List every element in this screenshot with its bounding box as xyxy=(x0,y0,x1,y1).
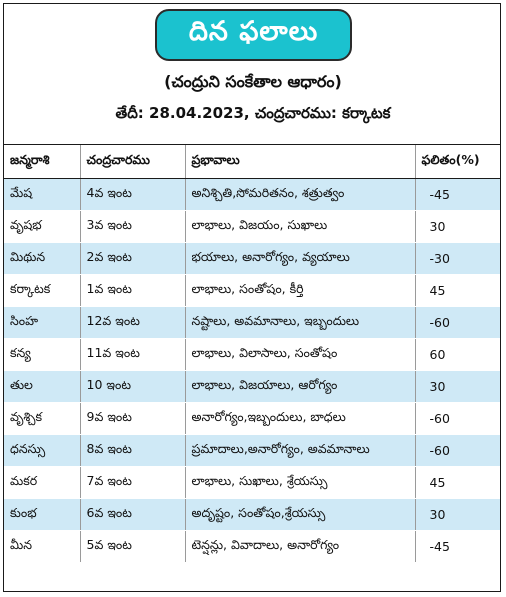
chara-cell: 11వ ఇంట xyxy=(80,339,185,371)
chara-cell: 1వ ఇంట xyxy=(80,275,185,307)
result-cell: 30 xyxy=(415,499,500,531)
title-badge xyxy=(155,9,352,61)
chara-cell: 5వ ఇంట xyxy=(80,531,185,563)
page-title: దిన ఫలాలు xyxy=(188,16,319,47)
chara-cell: 2వ ఇంట xyxy=(80,243,185,275)
table-row xyxy=(4,307,500,339)
effects-cell: లాభాలు, విజయం, సుఖాలు xyxy=(185,211,415,243)
effects-cell: అనిశ్చితి,సోమరితనం, శత్రుత్వం xyxy=(185,179,415,211)
horoscope-table xyxy=(4,144,500,563)
table-row xyxy=(4,499,500,531)
table-row xyxy=(4,243,500,275)
effects-cell: అనారోగ్యం,ఇబ్బందులు, బాధలు xyxy=(185,403,415,435)
rashi-cell: తుల xyxy=(4,371,80,403)
chara-cell: 4వ ఇంట xyxy=(80,179,185,211)
rashi-cell: మేష xyxy=(4,179,80,211)
rashi-cell: వృశ్చిక xyxy=(4,403,80,435)
rashi-cell: కన్య xyxy=(4,339,80,371)
table-row xyxy=(4,531,500,563)
column-header-effects: ప్రభావాలు xyxy=(185,145,415,179)
result-cell: 45 xyxy=(415,467,500,499)
result-cell: -60 xyxy=(415,403,500,435)
chara-cell: 3వ ఇంట xyxy=(80,211,185,243)
table-row xyxy=(4,275,500,307)
table-row xyxy=(4,339,500,371)
rashi-cell: మకర xyxy=(4,467,80,499)
result-cell: -45 xyxy=(415,179,500,211)
chara-cell: 10 ఇంట xyxy=(80,371,185,403)
effects-cell: లాభాలు, విజయాలు, ఆరోగ్యం xyxy=(185,371,415,403)
table-header-row xyxy=(4,145,500,179)
table-row xyxy=(4,435,500,467)
date-line: తేదీ: 28.04.2023, చంద్రచారము: కర్కాటక xyxy=(115,104,391,122)
chara-cell: 12వ ఇంట xyxy=(80,307,185,339)
effects-cell: ప్రమాదాలు,అనారోగ్యం, అవమానాలు xyxy=(185,435,415,467)
result-cell: -60 xyxy=(415,307,500,339)
table-row xyxy=(4,211,500,243)
result-cell: -45 xyxy=(415,531,500,563)
result-cell: 45 xyxy=(415,275,500,307)
rashi-cell: కుంభ xyxy=(4,499,80,531)
result-cell: -60 xyxy=(415,435,500,467)
effects-cell: లాభాలు, విలాసాలు, సంతోషం xyxy=(185,339,415,371)
effects-cell: నష్టాలు, అవమానాలు, ఇబ్బందులు xyxy=(185,307,415,339)
chara-cell: 6వ ఇంట xyxy=(80,499,185,531)
rashi-cell: వృషభ xyxy=(4,211,80,243)
chara-cell: 9వ ఇంట xyxy=(80,403,185,435)
column-header-chara: చంద్రచారము xyxy=(80,145,185,179)
column-header-result: ఫలితం(%) xyxy=(415,145,500,179)
result-cell: -30 xyxy=(415,243,500,275)
rashi-cell: మీన xyxy=(4,531,80,563)
table-row xyxy=(4,371,500,403)
result-cell: 30 xyxy=(415,371,500,403)
rashi-cell: మిథున xyxy=(4,243,80,275)
effects-cell: అదృష్టం, సంతోషం,శ్రేయస్సు xyxy=(185,499,415,531)
rashi-cell: కర్కాటక xyxy=(4,275,80,307)
effects-cell: టెన్షన్లు, వివాదాలు, అనారోగ్యం xyxy=(185,531,415,563)
table-row xyxy=(4,179,500,211)
result-cell: 60 xyxy=(415,339,500,371)
table-row xyxy=(4,467,500,499)
subtitle: (చంద్రుని సంకేతాల ఆధారం) xyxy=(164,72,342,91)
chara-cell: 7వ ఇంట xyxy=(80,467,185,499)
effects-cell: లాభాలు, సుఖాలు, శ్రేయస్సు xyxy=(185,467,415,499)
rashi-cell: సింహ xyxy=(4,307,80,339)
chara-cell: 8వ ఇంట xyxy=(80,435,185,467)
result-cell: 30 xyxy=(415,211,500,243)
effects-cell: భయాలు, అనారోగ్యం, వ్యయాలు xyxy=(185,243,415,275)
effects-cell: లాభాలు, సంతోషం, కీర్తి xyxy=(185,275,415,307)
column-header-rashi: జన్మరాశి xyxy=(4,145,80,179)
rashi-cell: ధనస్సు xyxy=(4,435,80,467)
table-row xyxy=(4,403,500,435)
